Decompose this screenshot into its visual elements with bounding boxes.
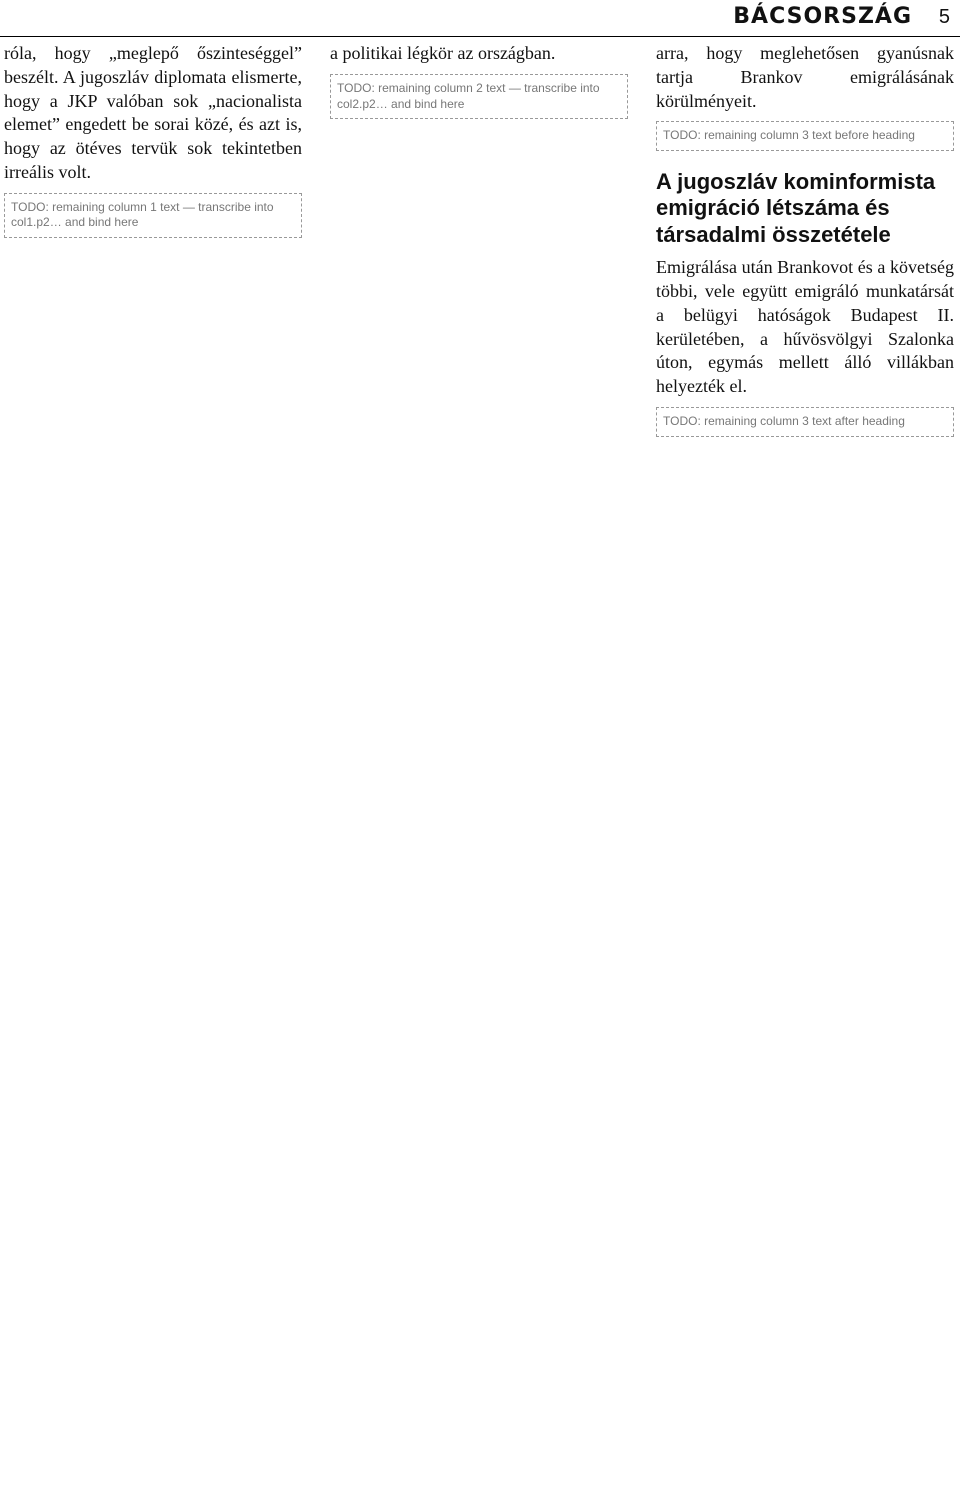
page-number: 5 [938,6,950,28]
todo-remaining-text: TODO: remaining column 3 text after heading [656,407,954,437]
paragraph: a politikai légkör az országban. [330,43,556,63]
header-rule [0,36,960,37]
todo-remaining-text: TODO: remaining column 3 text before heading [656,121,954,151]
paragraph: arra, hogy meglehetősen gyanúsnak tartja Brankov emigrálásának körülményeit. [656,43,954,111]
todo-remaining-text: TODO: remaining column 1 text — transcribe into col1.p2… and bind here [4,193,302,239]
section-heading: A jugoszláv kominformista emigráció létszáma és társadalmi összetétele [656,169,936,247]
column-1 [4,42,302,246]
paragraph: Emigrálása után Brankovot és a követség többi, vele együtt emigráló munkatársát a belügyi hatóságok Budapest II. kerületében, a hűvösvölgyi Szalonka úton, egymás mellett álló villákban helyezték el. [656,257,954,396]
column-3 [656,42,954,445]
paragraph: róla, hogy „meglepő őszinteséggel” beszélt. A jugoszláv diplomata elismerte, hogy a JKP valóban sok „nacionalista elemet” engedett be sorai közé, és azt is, hogy az ötéves tervük sok tekintetben irreális volt. [4,43,302,182]
column-2 [330,42,628,127]
masthead: BÁCSORSZÁG [733,4,912,29]
todo-remaining-text: TODO: remaining column 2 text — transcribe into col2.p2… and bind here [330,74,628,120]
